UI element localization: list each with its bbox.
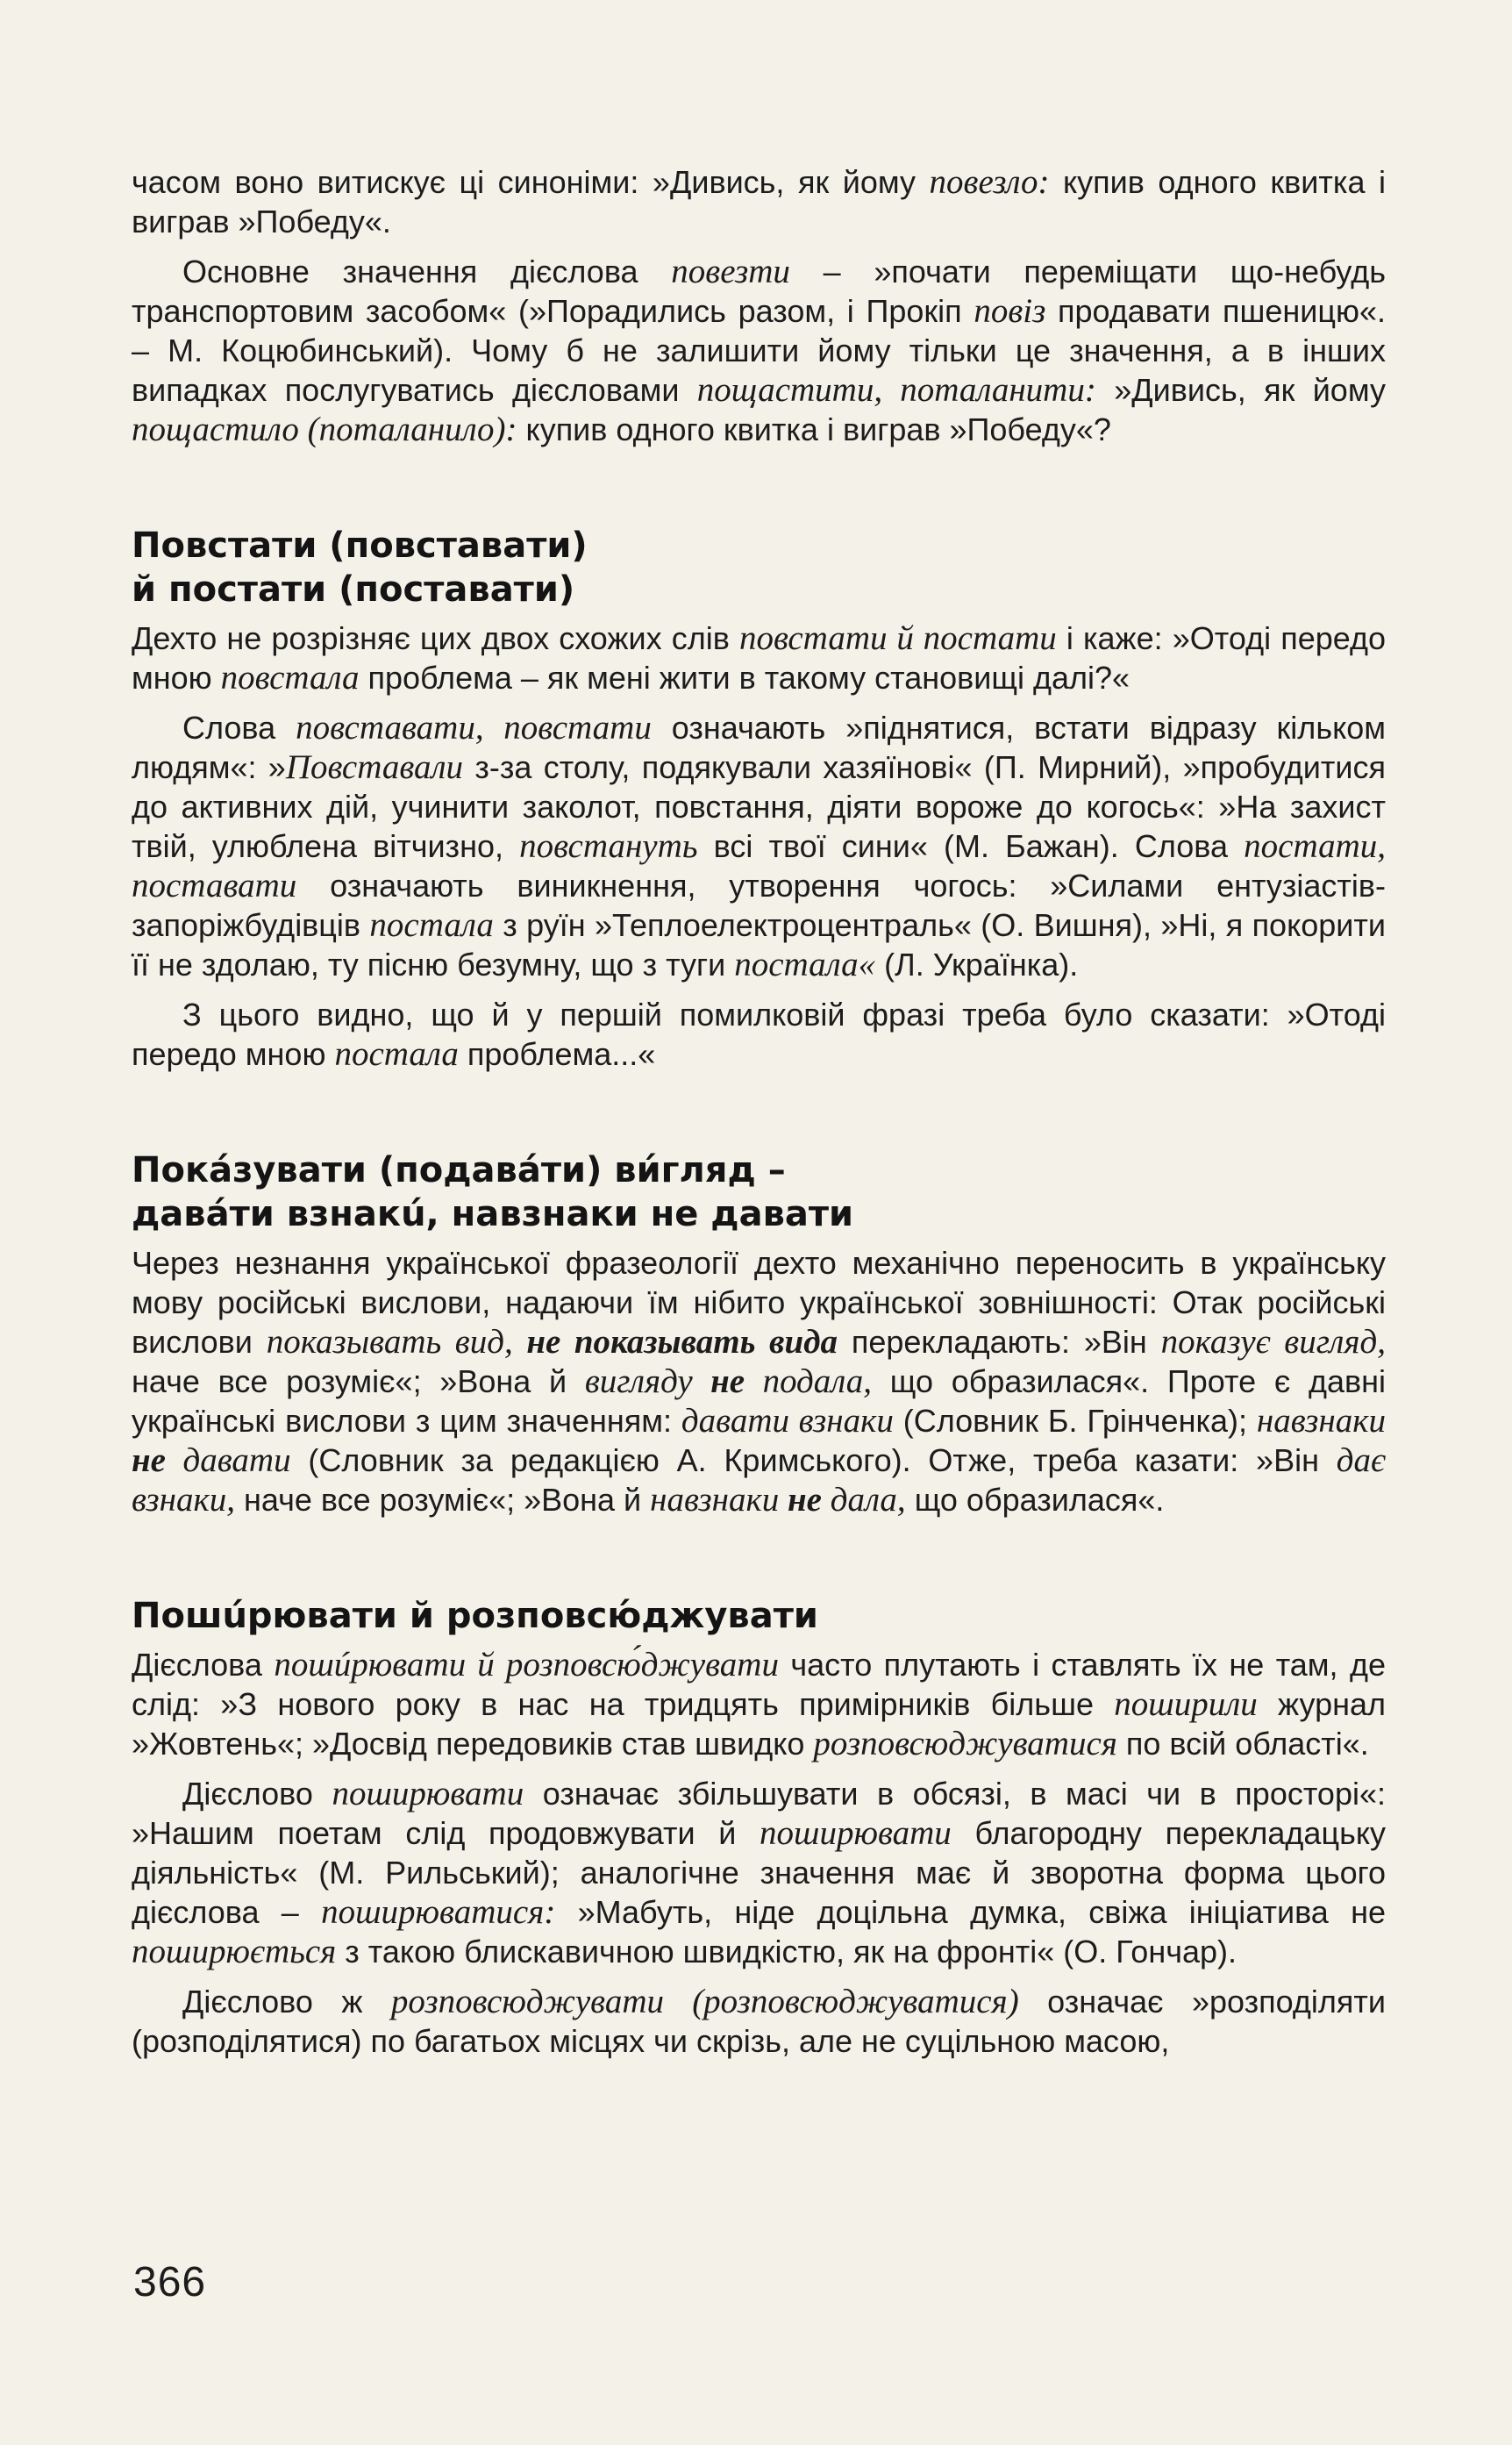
text-run: Дієслово ж [182, 1984, 391, 2020]
text-run: »Мабуть, ніде доцільна думка, свіжа ініціатива не [555, 1894, 1386, 1930]
italic-term: розповсюджувати (розповсюджуватися) [390, 1983, 1019, 2020]
text-run: часом воно витискує ці синоніми: »Дивись, як йому [132, 164, 930, 200]
text-run: купив одного квитка і виграв »Победу«. [132, 164, 1386, 239]
text-run: продавати пшеницю«. – М. Коцюбинський). Чому б не залишити йому тільки це значення, а в інших випадках послугуватись дієсловами [132, 293, 1387, 408]
text-run: Дієслово [182, 1776, 332, 1812]
text-run: – »почати переміщати що-небудь транспортовим засобом« (»Порадились разом, і Прокіп [132, 254, 1387, 329]
italic-term: постала [369, 906, 494, 944]
italic-term: не [132, 1441, 166, 1479]
italic-term: пошúрювати й розповсю́джувати [274, 1646, 779, 1684]
text-run: означають виникнення, утворення чогось: »Силами ентузіастів-запоріжбудівців [132, 868, 1386, 943]
text-run: (Л. Українка). [875, 947, 1079, 983]
italic-term: показывать вид, [266, 1323, 527, 1361]
italic-term: давати взнаки [681, 1402, 894, 1440]
text-run: перекладають: »Він [838, 1324, 1161, 1360]
italic-term: поширюватися: [321, 1893, 556, 1931]
page-number: 366 [133, 2259, 207, 2306]
section-3-paragraph-2 [132, 1774, 1386, 1971]
text-run: З цього видно, що й у першій помилковій фразі треба було сказати: »Отоді передо мною [132, 997, 1386, 1072]
text-run: наче все розуміє«; »Вона й [132, 1363, 585, 1399]
italic-term: дає взнаки, [132, 1441, 1387, 1519]
text-run: проблема...« [458, 1036, 656, 1072]
section-3-paragraph-1 [132, 1645, 1386, 1763]
text-run: означає збільшувати в обсязі, в масі чи в просторі«: »Нашим поетам слід продовжувати й [132, 1776, 1386, 1851]
text-run: журнал »Жовтень«; »Досвід передовиків став швидко [132, 1686, 1386, 1762]
italic-term: розповсюджуватися [813, 1725, 1117, 1762]
italic-term: навзнаки [1256, 1402, 1386, 1440]
italic-term: навзнаки [650, 1481, 788, 1519]
italic-term: поширювати [332, 1775, 524, 1812]
italic-term: поширили [1114, 1685, 1258, 1723]
text-run: Через незнання української фразеології дехто механічно переносить в українську мову російські вислови, надаючи їм нібито української зовнішності: Отак російські вислови [132, 1245, 1386, 1360]
section-1-paragraph-2 [132, 708, 1386, 984]
italic-term: повстати й постати [738, 619, 1057, 657]
italic-term: пощастити, поталанити: [696, 371, 1096, 409]
section-1-paragraph-3 [132, 995, 1386, 1074]
text-run: з руїн »Теплоелектроцентраль« (О. Вишня), »Ні, я покорити її не здолаю, ту пісню безумну, що з туги [132, 907, 1386, 983]
section-heading-poshyryuvaty [132, 1594, 1386, 1638]
italic-term: давати [165, 1441, 291, 1479]
text-run: означають »піднятися, встати відразу кільком людям«: » [132, 710, 1386, 785]
text-run: »Дивись, як йому [1095, 372, 1386, 408]
italic-term: поширювати [760, 1814, 952, 1852]
text-run: наче все розуміє«; »Вона й [234, 1482, 651, 1518]
heading-line-1: Повстати (повставати) [132, 525, 588, 566]
italic-term: Повставали [285, 748, 464, 786]
section-heading-povstaty [132, 524, 1386, 611]
text-run: Основне значення дієслова [182, 254, 672, 290]
heading-line-2: дава́ти взнакú, навзнаки не давати [132, 1194, 854, 1234]
italic-term: повстала [220, 659, 360, 697]
text-run: Слова [182, 710, 296, 746]
italic-term: не [710, 1362, 745, 1400]
intro-paragraph-2 [132, 252, 1386, 449]
text-run: означає »розподіляти (розподілятися) по багатьох місцях чи скрізь, але не суцільною масою, [132, 1984, 1386, 2059]
text-run: (Словник Б. Грінченка); [893, 1403, 1257, 1439]
italic-term: пощастило (поталанило): [132, 411, 517, 448]
text-run: (Словник за редакцією А. Кримського). Отже, треба казати: »Він [290, 1442, 1337, 1478]
italic-term: не [788, 1481, 822, 1519]
italic-term: постала [334, 1035, 459, 1073]
text-run: по всій області«. [1116, 1726, 1369, 1762]
italic-term: постала« [734, 946, 876, 983]
text-run: Дехто не розрізняє цих двох схожих слів [132, 620, 739, 656]
heading-line-2: й постати (поставати) [132, 569, 575, 610]
section-2-paragraph-1 [132, 1243, 1386, 1519]
text-run: благородну перекладацьку діяльність« (М. Рильський); аналогічне значення має й зворотна форма цього дієслова – [132, 1815, 1386, 1930]
italic-term: повіз [974, 292, 1046, 330]
italic-term: поширюється [132, 1933, 337, 1970]
section-1-paragraph-1 [132, 618, 1386, 697]
italic-term: показує вигляд, [1160, 1323, 1387, 1361]
italic-term: подала, [745, 1362, 873, 1400]
text-run: Дієслова [132, 1647, 275, 1683]
italic-term: повставати, повстати [296, 709, 652, 747]
text-run: що образилася«. [905, 1482, 1165, 1518]
text-run: часто плутають і ставлять їх не там, де слід: »З нового року в нас на тридцять примірників більше [132, 1647, 1386, 1722]
text-run: з-за столу, подякували хазяїнові« (П. Мирний), »пробудитися до активних дій, учинити заколот, повстання, діяти вороже до когось«: »На захист твій, улюблена вітчизно, [132, 749, 1386, 864]
section-3-paragraph-3 [132, 1982, 1386, 2061]
heading-line-1: Пошúрювати й розповсю́джувати [132, 1596, 818, 1636]
text-run: всі твої сини« (М. Бажан). Слова [697, 828, 1245, 864]
italic-term: не показывать вида [526, 1323, 838, 1361]
italic-term: дала, [821, 1481, 906, 1519]
text-run: що образилася«. Проте є давні українські вислови з цим значенням: [132, 1363, 1387, 1439]
text-run: купив одного квитка і виграв »Победу«? [517, 411, 1111, 447]
section-heading-pokazuvaty [132, 1148, 1386, 1236]
text-run: проблема – як мені жити в такому становищі далі?« [359, 660, 1130, 696]
heading-line-1: Пока́зувати (подава́ти) ви́гляд – [132, 1150, 786, 1190]
text-run: і каже: »Отоді передо мною [132, 620, 1387, 696]
italic-term: вигляду [584, 1362, 711, 1400]
italic-term: повезло: [929, 163, 1050, 201]
italic-term: повстануть [519, 827, 698, 865]
text-run: з такою блискавичною швидкістю, як на фронті« (О. Гончар). [336, 1934, 1237, 1970]
page-body [132, 162, 1386, 2061]
intro-paragraph-1 [132, 162, 1386, 241]
italic-term: постати, поставати [132, 827, 1387, 904]
italic-term: повезти [671, 253, 790, 290]
